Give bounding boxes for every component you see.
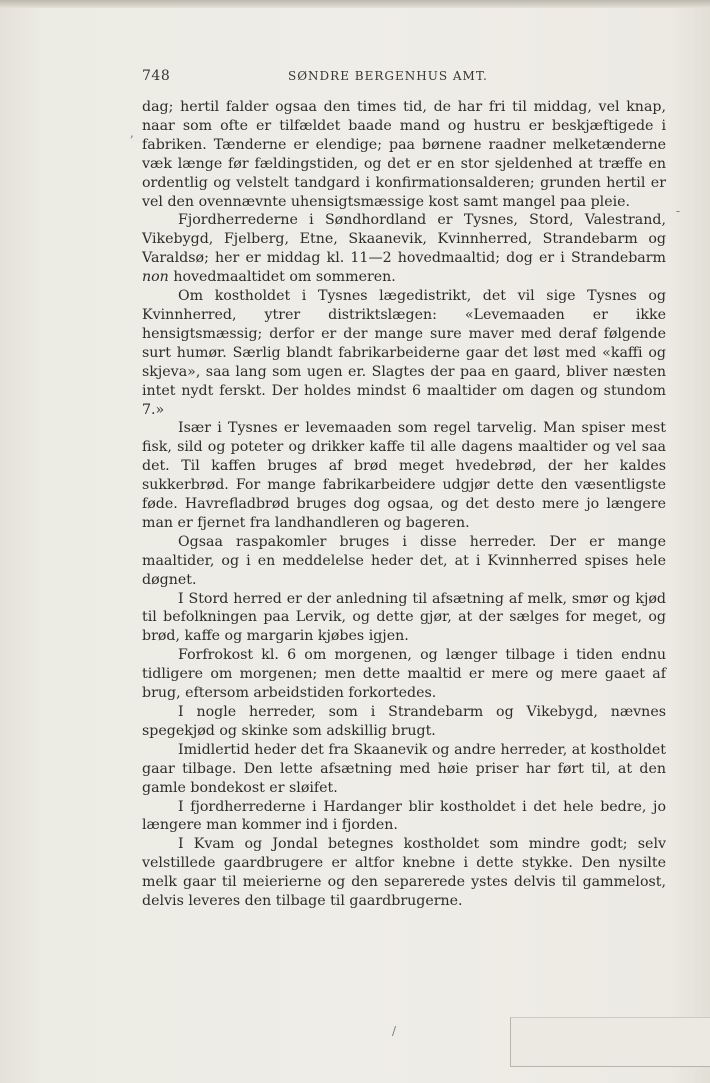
paragraph: Forfrokost kl. 6 om morgenen, og længer tilbage i tiden endnu tidligere om morgenen; men dette maaltid er mere og mere gaaet af brug, eftersom arbeidstiden forkortedes. [142, 647, 666, 702]
margin-speck: - [676, 204, 681, 218]
paragraph: I Kvam og Jondal betegnes kostholdet som mindre godt; selv velstillede gaardbrugere er altfor knebne i dette stykke. Den nysilte melk gaar til meierierne og den separerede ystes delvis til gammelost, delvis leveres den tilbage til gaardbrugerne. [142, 836, 666, 910]
paragraph: I nogle herreder, som i Strandebarm og Vikebygd, nævnes spegekjød og skinke som adskillig brugt. [142, 704, 666, 739]
margin-speck: , [130, 126, 134, 140]
paragraph [142, 211, 666, 287]
paragraph: Ogsaa raspakomler bruges i disse herreder. Der er mange maaltider, og i en meddelelse heder det, at i Kvinnherred spises hele døgnet. [142, 533, 666, 588]
margin-speck: / [392, 1024, 397, 1038]
paragraph: dag; hertil falder ogsaa den times tid, de har fri til middag, vel knap, naar som ofte er tilfældet baade mand og hustru er beskjæftigede i fabriken. Tænderne er elendige; paa børnene raadner melketænderne væk længe før fældingstiden, og det er en stor sjeldenhed at træffe en ordentlig og velstelt tandgard i konfirmationsalderen; grunden hertil er vel den ovennævnte uhensigtsmæssige kost samt mangel paa pleie. [142, 99, 666, 210]
page-number: 748 [142, 68, 171, 84]
paragraph: I Stord herred er der anledning til afsætning af melk, smør og kjød til befolkningen paa Lervik, og dette gjør, at der sælges for meget, og brød, kaffe og margarin kjøbes igjen. [142, 590, 666, 645]
running-title: SØNDRE BERGENHUS AMT. [288, 69, 488, 83]
page-top-edge [0, 0, 710, 8]
italic-word: non [142, 269, 169, 286]
paragraph-text: Fjordherrederne i Søndhordland er Tysnes, Stord, Valestrand, Vikebygd, Fjelberg, Etne, Skaanevik, Kvinnherred, Strandebarm og Varaldsø; her er middag kl. 11—2 hovedmaaltid; dog er i Strandebarm [142, 212, 666, 267]
page-header [142, 68, 666, 90]
paragraph: Imidlertid heder det fra Skaanevik og andre herreder, at kostholdet gaar tilbage. Den lette afsætning med høie priser har ført til, at den gamle bondekost er sløifet. [142, 741, 666, 796]
body-text [142, 98, 666, 911]
paragraph: I fjordherrederne i Hardanger blir kostholdet i det hele bedre, jo længere man kommer ind i fjorden. [142, 798, 666, 834]
paper-slip [510, 1017, 710, 1067]
paragraph: Om kostholdet i Tysnes lægedistrikt, det vil sige Tysnes og Kvinnherred, ytrer distriktslægen: «Levemaaden er ikke hensigtsmæssig; derfor er der mange sure maver med deraf følgende surt humør. Særlig blandt fabrikarbeiderne gaar det løst med «kaffi og skjeva», saa lang som ugen er. Slagtes der paa en gaard, bliver næsten intet nydt ferskt. Der holdes mindst 6 maaltider om dagen og stundom 7.» [142, 288, 666, 418]
paragraph-text: hovedmaaltidet om sommeren. [168, 269, 396, 286]
paragraph: Især i Tysnes er levemaaden som regel tarvelig. Man spiser mest fisk, sild og poteter og drikker kaffe til alle dagens maaltider og vel saa det. Til kaffen bruges af brød meget hvedebrød, der her kaldes sukkerbrød. For mange fabrikarbeidere udgjør dette den væsentligste føde. Havrefladbrød bruges dog ogsaa, og det desto mere jo længere man er fjernet fra landhandleren og bageren. [142, 420, 666, 531]
